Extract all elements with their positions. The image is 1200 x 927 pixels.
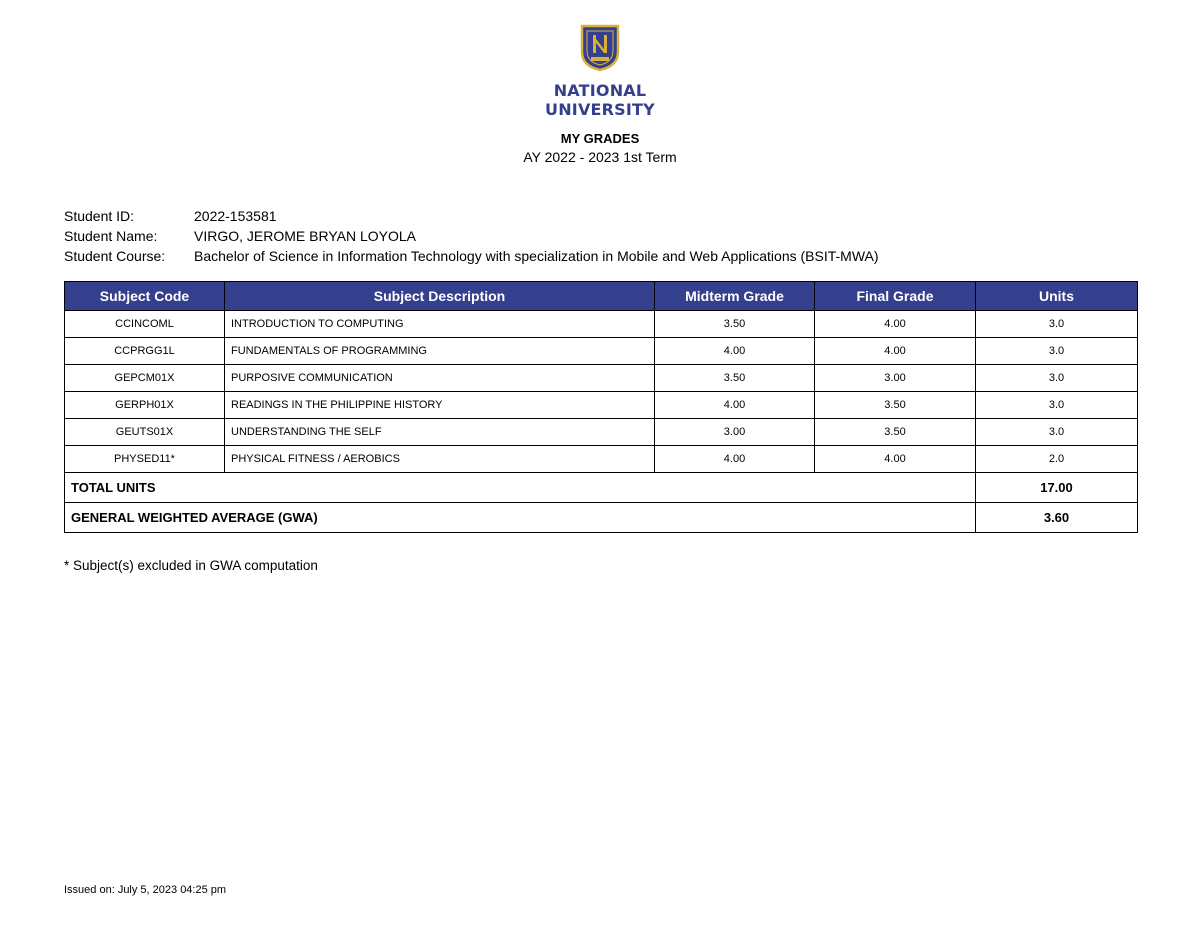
final-grade: 4.00 [815,338,976,365]
units: 3.0 [976,392,1138,419]
header-final-grade: Final Grade [815,282,976,311]
gwa-label: GENERAL WEIGHTED AVERAGE (GWA) [65,503,976,533]
university-seal-icon [578,22,622,72]
header-units: Units [976,282,1138,311]
final-grade: 3.50 [815,392,976,419]
midterm-grade: 3.50 [655,311,815,338]
units: 3.0 [976,419,1138,446]
final-grade: 3.00 [815,365,976,392]
midterm-grade: 4.00 [655,392,815,419]
student-course-label: Student Course: [64,248,166,264]
header-midterm-grade: Midterm Grade [655,282,815,311]
gwa-value: 3.60 [976,503,1138,533]
header-subject-description: Subject Description [225,282,655,311]
university-name: NATIONAL UNIVERSITY [545,81,655,119]
final-grade: 3.50 [815,419,976,446]
midterm-grade: 4.00 [655,446,815,473]
student-name-value: VIRGO, JEROME BRYAN LOYOLA [194,228,416,244]
units: 3.0 [976,311,1138,338]
midterm-grade: 3.00 [655,419,815,446]
table-row [65,446,1138,473]
student-name-row [64,226,879,246]
student-name-label: Student Name: [64,228,158,244]
subject-code: CCINCOML [65,311,225,338]
units: 3.0 [976,338,1138,365]
student-id-value: 2022-153581 [194,208,277,224]
student-id-label: Student ID: [64,208,135,224]
university-logo [0,22,1200,119]
subject-description: UNDERSTANDING THE SELF [225,419,655,446]
gwa-row [65,503,1138,533]
student-course-value: Bachelor of Science in Information Technology with specialization in Mobile and Web Applications (BSIT-MWA) [194,248,879,264]
total-units-value: 17.00 [976,473,1138,503]
table-row [65,365,1138,392]
header-subject-code: Subject Code [65,282,225,311]
table-row [65,392,1138,419]
subject-code: GEPCM01X [65,365,225,392]
subject-description: PHYSICAL FITNESS / AEROBICS [225,446,655,473]
subject-code: GEUTS01X [65,419,225,446]
page-title: MY GRADES [560,131,640,146]
student-info [64,206,879,266]
final-grade: 4.00 [815,446,976,473]
student-id-row [64,206,879,226]
midterm-grade: 4.00 [655,338,815,365]
grades-table [64,281,1138,533]
total-units-label: TOTAL UNITS [65,473,976,503]
subject-description: INTRODUCTION TO COMPUTING [225,311,655,338]
midterm-grade: 3.50 [655,365,815,392]
units: 2.0 [976,446,1138,473]
student-course-row [64,246,879,266]
table-row [65,338,1138,365]
table-row [65,419,1138,446]
subject-description: READINGS IN THE PHILIPPINE HISTORY [225,392,655,419]
term-subtitle: AY 2022 - 2023 1st Term [523,149,677,165]
table-row [65,311,1138,338]
subject-code: GERPH01X [65,392,225,419]
issued-date: Issued on: July 5, 2023 04:25 pm [64,884,227,896]
subject-code: PHYSED11* [65,446,225,473]
subject-description: FUNDAMENTALS OF PROGRAMMING [225,338,655,365]
subject-code: CCPRGG1L [65,338,225,365]
final-grade: 4.00 [815,311,976,338]
subject-description: PURPOSIVE COMMUNICATION [225,365,655,392]
units: 3.0 [976,365,1138,392]
gwa-exclusion-note: * Subject(s) excluded in GWA computation [64,558,318,573]
total-units-row [65,473,1138,503]
table-header-row [65,282,1138,311]
